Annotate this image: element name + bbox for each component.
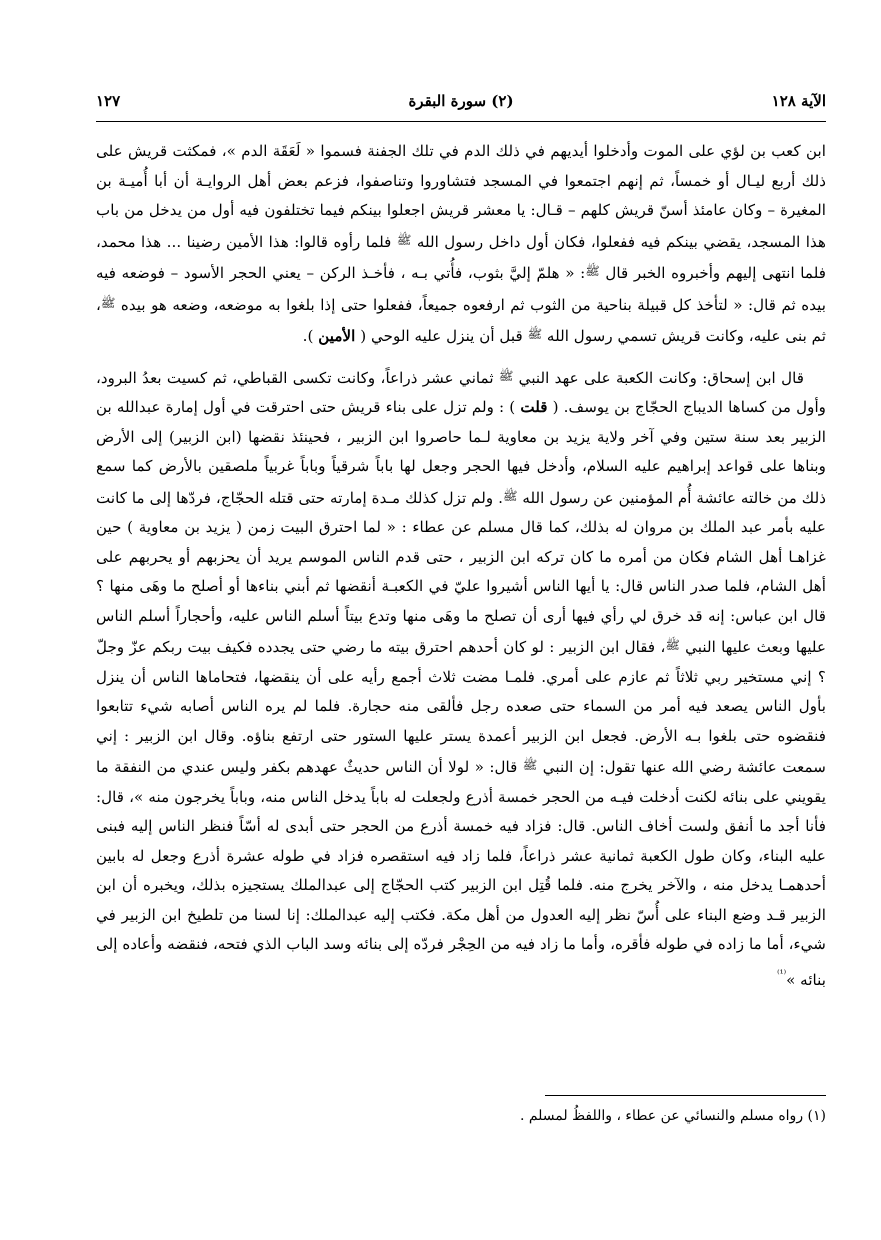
bold-term: الأمين: [318, 327, 356, 345]
text-run: ثماني عشر ذراعاً، وكانت تكسى القباطي، ثم كسيت بعدُ البرود، وأول من كساها الديباج الحجّاج بن يوسف. (: [96, 368, 826, 416]
verse-reference: الآية ١٢٨: [771, 92, 826, 110]
surah-title: (٢) سورة البقرة: [408, 92, 514, 110]
salutation-mark: ﷺ: [396, 232, 412, 247]
salutation-mark: ﷺ: [498, 368, 514, 383]
header-rule: [96, 121, 826, 122]
text-run: ابن كعب بن لؤي على الموت وأدخلوا أيديهم في ذلك الدم في تلك الجفنة فسموا « لَعَقَة الدم »، فمكثت قريش على ذلك أربع ليـال أو خمساً، ثم إنهم اجتمعوا في المسجد فتشاوروا وتناصفوا، فزعم بعض أهل الروايـة أن أبا أُميـة بن المغيرة – وكان عامئذ أسنّ قريش كلهم – قـال: يا معشر قريش اجعلوا بينكم فيما تختلفون فيه أول من يدخل من باب هذا المسجد، يقضي بينكم فيه ففعلوا، فكان أول داخل رسول الله: [96, 142, 826, 251]
paragraph-2: [96, 362, 826, 996]
text-run: ) : ولم تزل على بناء قريش حتى احترقت في أول إمارة عبدالله بن الزبير بعد سنة ستين وفي آخر ولاية يزيد بن معاوية لـما حاصروا ابن الزبير ، فحينئذ نقضها (ابن الزبير) إلى الأرض وبناها على قواعد إبراهيم عليه السلام، وأدخل فيها الحجر وجعل لها باباً شرقياً وباباً غربياً ملصقين بالأرض كما سمع ذلك من خالته عائشة أُم المؤمنين عن رسول الله: [96, 398, 826, 507]
footnote: (١) رواه مسلم والنسائي عن عطاء ، واللفظُ لمسلم .: [519, 1108, 826, 1124]
text-run: ).: [302, 327, 319, 345]
text-run: قال: « لولا أن الناس حديثٌ عهدهم بكفر وليس عندي من النفقة ما يقويني على بنائه لكنت أدخلت فيـه من الحجر خمسة أذرع ولجعلت له باباً يدخل الناس منه، وباباً يخرجون منه »، قال: فأنا أجد ما أنفق ولست أخاف الناس. قال: فزاد فيه خمسة أذرع من الحجر حتى أبدى له أسّاً فنظر الناس إليه فبنى عليه البناء، وكان طول الكعبة ثمانية عشر ذراعاً، فلما زاد فيه استقصره فزاد في طوله عشرة أذرع وجعل له بابين أحدهمـا يدخل منه ، والآخر يخرج منه. فلما قُتِل ابن الزبير كتب الحجّاج إلى عبدالملك يستجيزه بذلك، ويخبره أن ابن الزبير قـد وضع البناء على أُسّ نظر إليه العدول من أهل مكة. فكتب إليه عبدالملك: إنا لسنا من تلطيخ ابن الزبير في شيء، أما ما زاده في طوله فأقره، وأما ما زاد فيه من الحِجْر فردّه إلى بنائه وسد الباب الذي فتحه، فنقضه وأعاده إلى بنائه »: [96, 758, 826, 989]
salutation-mark: ﷺ: [527, 327, 543, 341]
text-run: فلما رأوه قالوا: هذا الأمين رضينا ... هذا محمد، فلما انتهى إليهم وأخبروه الخبر قال: [96, 232, 826, 282]
paragraph-spacer: [96, 352, 826, 362]
text-run: : « هلمّ إليَّ بثوب، فأُتي بـه ، فأخـذ الركن – يعني الحجر الأسود – فوضعه فيه بيده ثم قال: « لتأخذ كل قبيلة بناحية من الثوب ثم ارفعوه جميعاً، ففعلوا حتى إذا بلغوا به موضعه، وضعه هو بيده: [96, 264, 826, 314]
salutation-mark: ﷺ: [100, 295, 116, 310]
page-number: ١٢٧: [96, 92, 121, 110]
paragraph-1: [96, 137, 826, 352]
text-run: ، ثم بنى عليه، وكانت قريش تسمي رسول الله: [96, 295, 826, 345]
text-run: قبل أن ينزل عليه الوحي (: [355, 327, 528, 345]
text-run: ، فقال ابن الزبير : لو كان أحدهم احترق بيته ما رضي حتى يجدده فكيف بيت ربكم عزّ وجلّ ؟ إني مستخير ربي ثلاثاً ثم عازم على أمري. فلمـا مضت ثلاث أجمع رأيه على أن ينقضها، فتحاماها الناس أن ينزل بأول الناس يصعد فيه أمر من السماء حتى صعده رجل فألقى منه حجارة. فلما لم يره الناس أصابه شيء تتابعوا فنقضوه حتى بلغوا بـه الأرض. فجعل ابن الزبير أعمدة يستر عليها الستور حتى ارتفع بناؤه. وقال ابن الزبير : إني سمعت عائشة رضي الله عنها تقول: إن النبي: [96, 638, 826, 776]
salutation-mark: ﷺ: [502, 488, 518, 503]
salutation-mark: ﷺ: [522, 758, 538, 772]
body-text: [96, 137, 826, 995]
text-run: قال ابن إسحاق: وكانت الكعبة على عهد النبي: [513, 368, 804, 387]
bold-term: قلت: [520, 398, 548, 416]
footnote-rule: [545, 1095, 826, 1096]
running-head: [96, 92, 826, 116]
footnote-marker: ⁽¹⁾: [777, 968, 787, 980]
salutation-mark: ﷺ: [585, 264, 600, 278]
text-run: . ولم تزل كذلك مـدة إمارته حتى قتله الحجّاج، فردّها إلى ما كانت عليه بأمر عبد الملك بن مروان له بذلك، كما قال مسلم عن عطاء : « لما احترق البيت زمن ( يزيد بن معاوية ) حين غزاهـا أهل الشام فكان من أمره ما كان تركه ابن الزبير ، حتى قدم الناس الموسم يريد أن يحزبهم أو يحربهم على أهل الشام، فلما صدر الناس قال: يا أيها الناس أشيروا عليّ في الكعبـة أنقضها ثم أبني بناءها أو أصلح ما وهَى منها ؟ قال ابن عباس: إنه قد خرق لي رأي فيها أرى أن تصلح ما وهَى منها وتدع بيتاً أسلم الناس عليه، وأحجاراً أسلم الناس عليها وبعث عليها النبي: [96, 488, 827, 656]
salutation-mark: ﷺ: [665, 638, 680, 652]
